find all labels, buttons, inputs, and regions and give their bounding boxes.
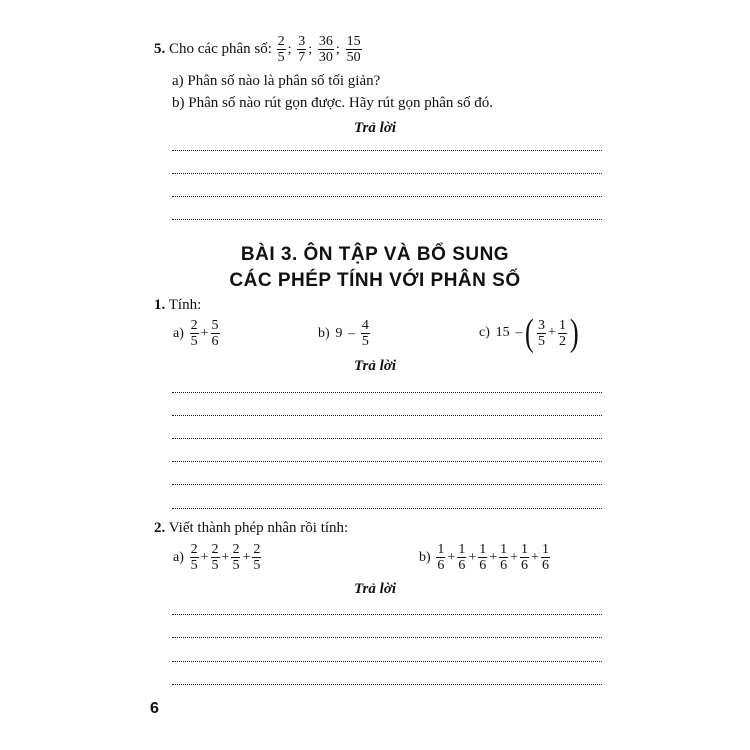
- whole-number: 9: [335, 325, 343, 341]
- operator: +: [548, 325, 556, 340]
- ex1-number: 1.: [154, 297, 166, 313]
- ex1-prompt: Tính:: [168, 297, 202, 313]
- fraction: $\frac{2}{5}$: [232, 542, 240, 573]
- fraction: $\frac{2}{5}$: [190, 318, 198, 349]
- fraction: $\frac{5}{6}$: [211, 318, 219, 349]
- fraction: $\frac{1}{6}$: [541, 542, 549, 573]
- fraction: $\frac{1}{6}$: [437, 542, 445, 573]
- operator: –: [515, 325, 523, 340]
- operator: +: [200, 549, 209, 565]
- answer-line[interactable]: [172, 461, 602, 462]
- q5-answer-label: Trả lời: [353, 120, 397, 136]
- left-parenthesis: (: [525, 312, 535, 354]
- ex1-item-b: [317, 318, 371, 349]
- fraction: $\frac{3}{5}$: [538, 317, 546, 349]
- separator: ;: [287, 41, 292, 57]
- operator: +: [447, 549, 456, 565]
- q5-line: [154, 34, 363, 65]
- operator: +: [200, 325, 209, 341]
- answer-line[interactable]: [172, 415, 602, 416]
- answer-line[interactable]: [172, 508, 602, 509]
- operator: +: [468, 549, 477, 565]
- page-number: 6: [150, 700, 159, 717]
- item-label: a): [173, 549, 184, 565]
- q5-part-b: b) Phân số nào rút gọn được. Hãy rút gọn phân số đó.: [172, 95, 494, 111]
- ex2-answer-label: Trả lời: [353, 581, 397, 597]
- ex2-header: [154, 520, 348, 537]
- fraction: $\frac{4}{5}$: [361, 318, 369, 349]
- q5-prompt: Cho các phân số:: [169, 40, 272, 57]
- ex1-item-c: [478, 314, 581, 352]
- operator: +: [221, 549, 230, 565]
- ex2-prompt: Viết thành phép nhân rồi tính:: [168, 520, 349, 536]
- fraction: $\frac{1}{2}$: [558, 317, 566, 349]
- fraction: $\frac{1}{6}$: [500, 542, 508, 573]
- item-label: b): [318, 325, 330, 341]
- q5-fraction-3: $\frac{36}{30}$: [318, 34, 333, 65]
- item-label: a): [173, 325, 184, 341]
- answer-line[interactable]: [172, 661, 602, 662]
- q5-fraction-2: $\frac{3}{7}$: [298, 34, 306, 65]
- fraction: $\frac{1}{6}$: [479, 542, 487, 573]
- ex1-answer-label: Trả lời: [353, 358, 397, 374]
- answer-line[interactable]: [172, 637, 602, 638]
- answer-line[interactable]: [172, 614, 602, 615]
- ex1-item-a: [172, 318, 221, 349]
- fraction: $\frac{1}{6}$: [521, 542, 529, 573]
- operator: +: [242, 549, 251, 565]
- q5-part-a: a) Phân số nào là phân số tối giản?: [172, 73, 381, 89]
- ex2-item-a: [172, 542, 262, 573]
- fraction: $\frac{2}{5}$: [253, 542, 261, 573]
- operator: +: [489, 549, 498, 565]
- operator: +: [531, 549, 539, 565]
- q5-fraction-1: $\frac{2}{5}$: [277, 34, 285, 65]
- ex1-header: [154, 297, 201, 314]
- operator: –: [348, 325, 356, 341]
- ex2-item-b: [418, 542, 551, 573]
- answer-line[interactable]: [172, 173, 602, 174]
- separator: ;: [335, 41, 340, 57]
- q5-number: 5.: [154, 40, 166, 57]
- right-parenthesis: ): [569, 312, 579, 354]
- lesson-title-line-1: BÀI 3. ÔN TẬP VÀ BỔ SUNG: [240, 244, 510, 265]
- operator: +: [510, 549, 519, 565]
- answer-line[interactable]: [172, 219, 602, 220]
- answer-line[interactable]: [172, 484, 602, 485]
- whole-number: 15: [495, 325, 510, 340]
- fraction: $\frac{2}{5}$: [190, 542, 198, 573]
- answer-line[interactable]: [172, 684, 602, 685]
- answer-line[interactable]: [172, 150, 602, 151]
- item-label: c): [479, 325, 490, 340]
- fraction: $\frac{2}{5}$: [211, 542, 219, 573]
- lesson-title-line-2: CÁC PHÉP TÍNH VỚI PHÂN SỐ: [229, 270, 521, 291]
- q5-fraction-4: $\frac{15}{50}$: [346, 34, 361, 65]
- answer-line[interactable]: [172, 438, 602, 439]
- ex2-number: 2.: [154, 520, 166, 536]
- fraction: $\frac{1}{6}$: [458, 542, 466, 573]
- separator: ;: [308, 41, 313, 57]
- item-label: b): [419, 549, 431, 565]
- answer-line[interactable]: [172, 392, 602, 393]
- answer-line[interactable]: [172, 196, 602, 197]
